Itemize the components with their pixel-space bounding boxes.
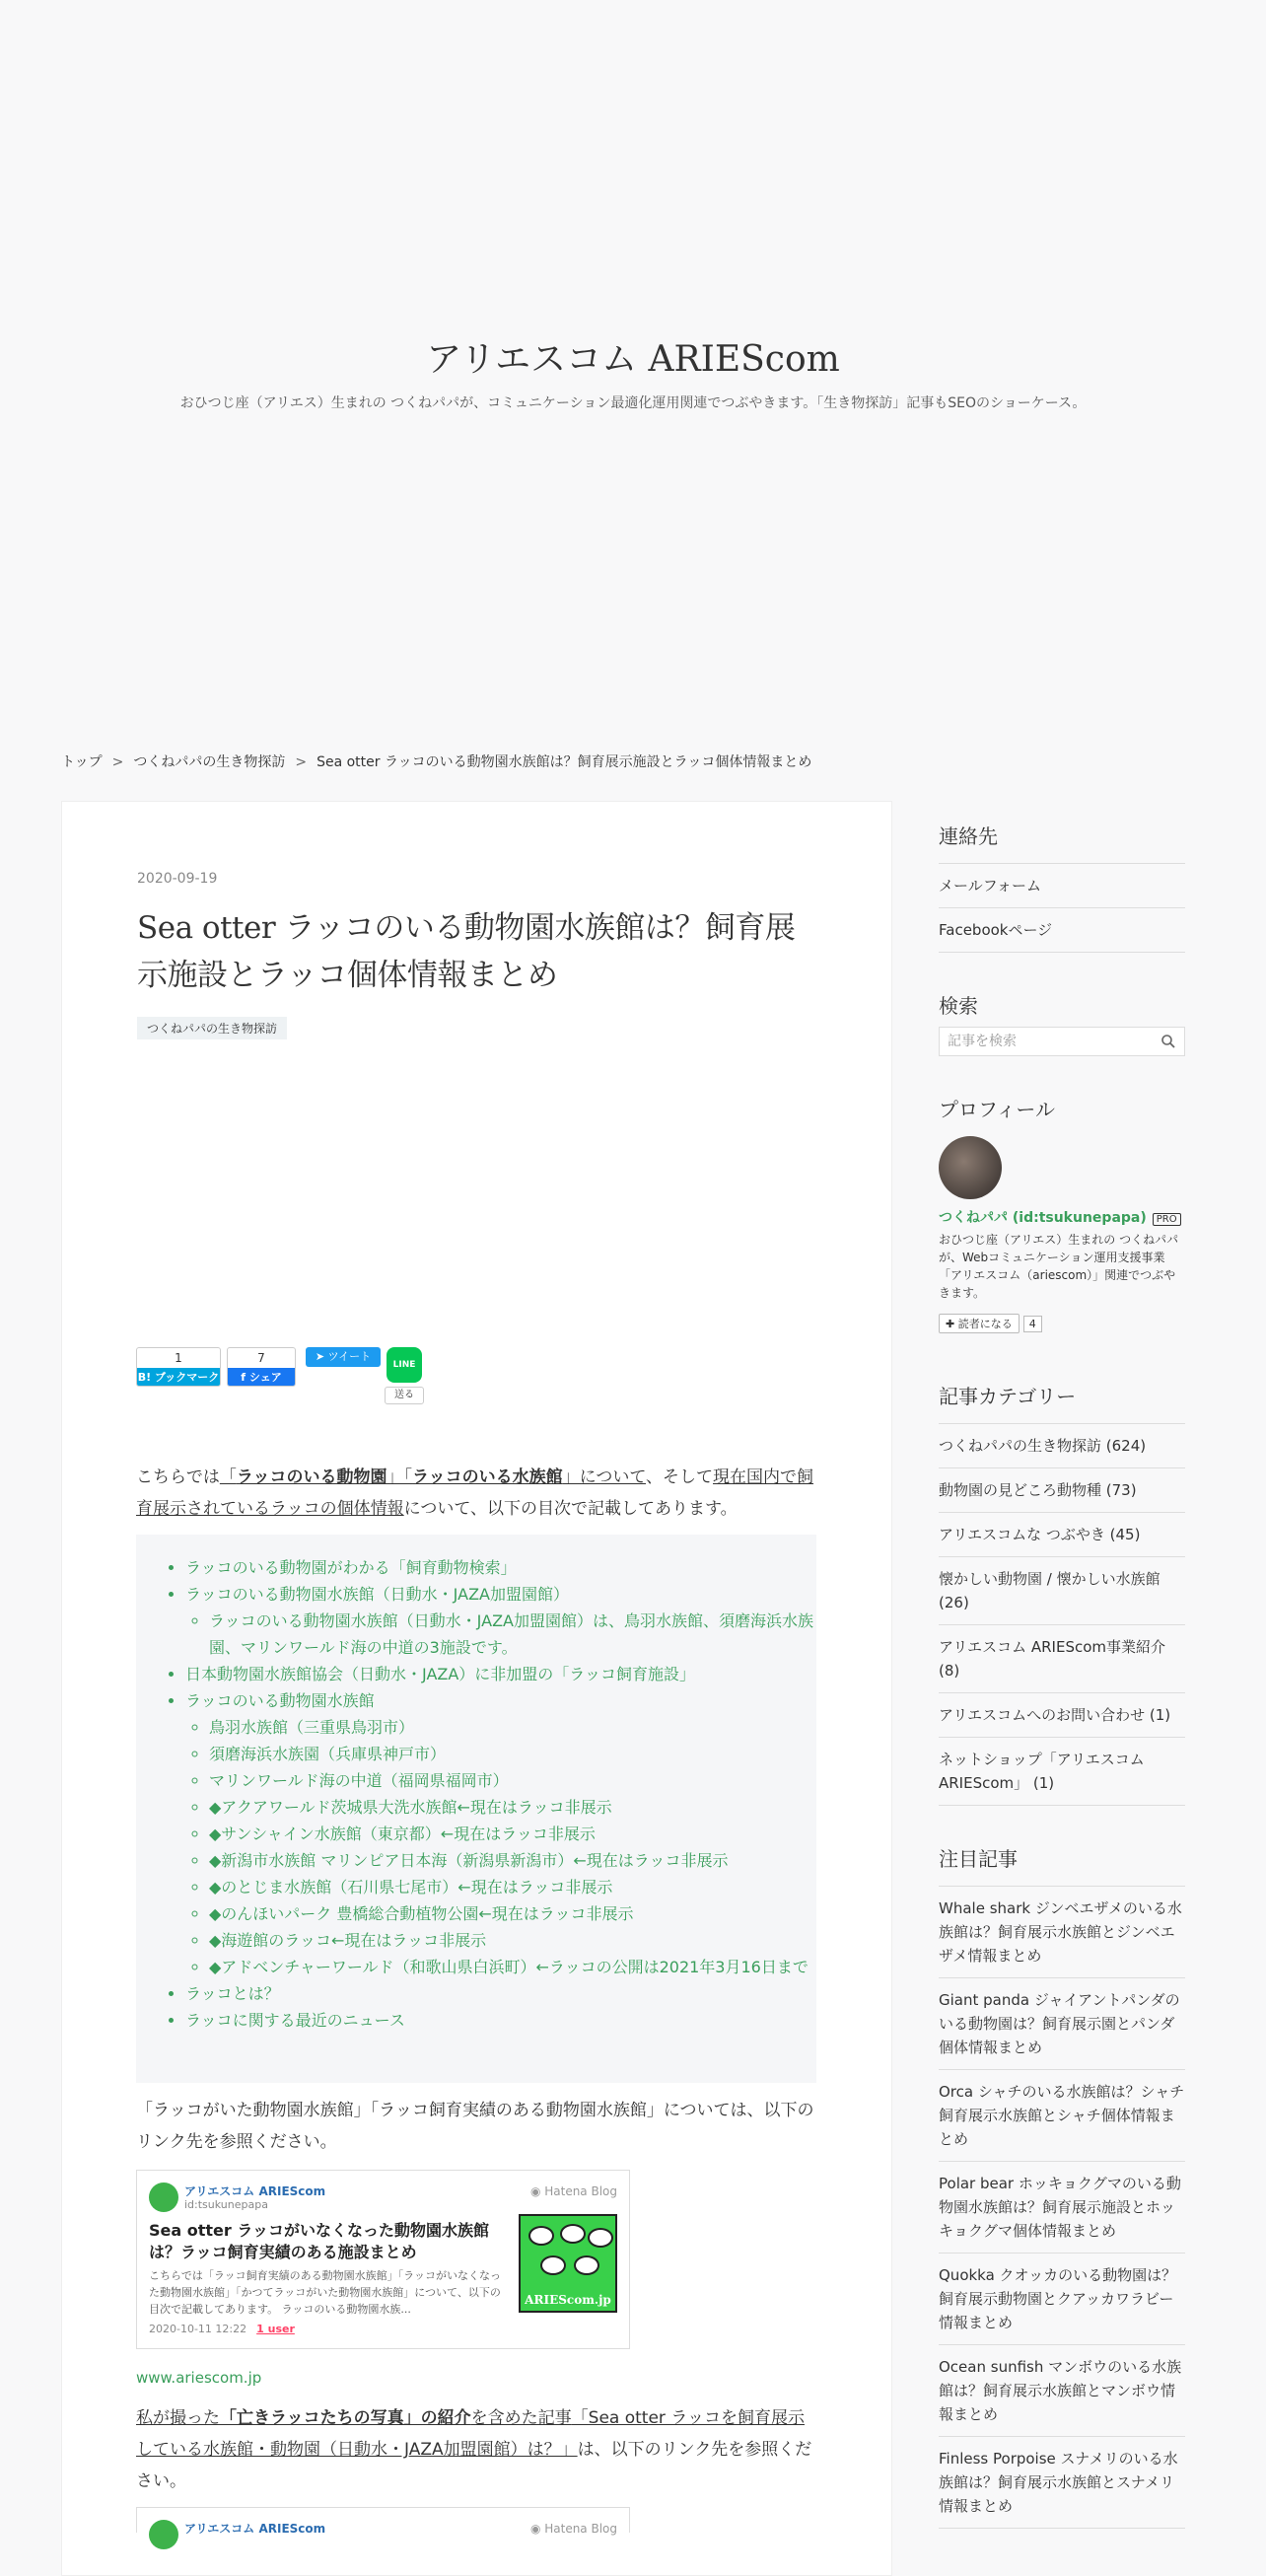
category-link[interactable]: アリエスコムへのお問い合わせ (1)	[939, 1693, 1185, 1738]
module-title: 検索	[939, 994, 978, 1018]
toc-link[interactable]: ラッコのいる動物園水族館（日動水・JAZA加盟園館）は、鳥羽水族館、須磨海浜水族園、マリンワールド海の中道の3施設です。	[209, 1611, 813, 1657]
intro-text: 」について	[562, 1467, 647, 1487]
intro-link[interactable]: 現在国内で飼育展示されているラッコの個体情報	[136, 1467, 814, 1519]
toc-item	[209, 1847, 816, 1874]
blog-avatar-icon	[149, 2520, 178, 2549]
category-link[interactable]: つくねパパの生き物探訪 (624)	[939, 1424, 1185, 1468]
contact-module	[939, 801, 1185, 953]
toc-link[interactable]: ◆のんほいパーク 豊橋総合動植物公園←現在はラッコ非展示	[209, 1904, 634, 1923]
toc-item	[185, 2007, 816, 2034]
blog-card[interactable]	[136, 2170, 630, 2349]
entry-header	[137, 871, 817, 1039]
category-link[interactable]: アリエスコム ARIEScom事業紹介 (8)	[939, 1625, 1185, 1693]
module-title: プロフィール	[939, 1098, 1055, 1121]
intro-paragraph	[136, 1462, 816, 1525]
reader-subscribe	[939, 1314, 1185, 1333]
module-title: 注目記事	[939, 1824, 1185, 1887]
hatena-bookmark-button[interactable]	[136, 1347, 221, 1387]
facebook-share-label: f シェア	[228, 1368, 295, 1387]
table-of-contents	[136, 1535, 816, 2083]
toc-link[interactable]: マリンワールド海の中道（福岡県福岡市）	[209, 1771, 509, 1790]
toc-item	[209, 1741, 816, 1767]
intro-text: こちらでは	[136, 1467, 220, 1487]
featured-article-link[interactable]: Ocean sunfish マンボウのいる水族館は？飼育展示水族館とマンボウ情報まとめ	[939, 2345, 1185, 2437]
para3-link[interactable]: 私が撮った	[136, 2408, 220, 2428]
toc-item	[209, 1874, 816, 1900]
toc-link[interactable]: ラッコのいる動物園水族館（日動水・JAZA加盟園館）	[185, 1585, 569, 1604]
pro-badge: PRO	[1153, 1213, 1181, 1226]
toc-link[interactable]: ◆海遊館のラッコ←現在はラッコ非展示	[209, 1931, 487, 1950]
module-title: 連絡先	[939, 801, 1185, 864]
hatena-blog-icon: ◉	[529, 2184, 545, 2198]
sheep-icon	[560, 2224, 586, 2244]
breadcrumb-category[interactable]: つくねパパの生き物探訪	[133, 754, 286, 770]
toc-link[interactable]: ラッコのいる動物園がわかる「飼育動物検索」	[185, 1558, 517, 1577]
toc-link[interactable]: 日本動物園水族館協会（日動水・JAZA）に非加盟の「ラッコ飼育施設」	[185, 1665, 695, 1683]
toc-item	[185, 1661, 816, 1687]
intro-text: 、そして	[646, 1467, 714, 1487]
hatena-blog-logo	[530, 2184, 617, 2198]
intro-link[interactable]	[220, 1467, 646, 1487]
para3-article-link[interactable]: 「Sea otter ラッコを飼育展示している水族館・動物園（日動水・JAZA加盟園館）は？」	[136, 2408, 805, 2460]
category-link[interactable]: 動物園の見どころ動物種 (73)	[939, 1468, 1185, 1513]
blog-card-name[interactable]: アリエスコム ARIEScom	[184, 2184, 326, 2198]
sheep-icon	[528, 2226, 554, 2246]
featured-article-link[interactable]: Quokka クオッカのいる動物園は？飼育展示動物園とクアッカワラビー情報まとめ	[939, 2254, 1185, 2345]
site-description: おひつじ座（アリエス）生まれの つくねパパが、コミュニケーション最適化運用関連でつぶやきます。「生き物探訪」記事もSEOのショーケース。	[179, 395, 1087, 411]
intro-emphasis: ラッコのいる水族館	[412, 1467, 563, 1487]
sheep-icon	[588, 2228, 613, 2248]
plus-icon: ✚	[946, 1318, 958, 1330]
toc-link[interactable]: ◆新潟市水族館 マリンピア日本海（新潟県新潟市）←現在はラッコ非展示	[209, 1851, 729, 1870]
photo-reference-paragraph	[136, 2402, 816, 2497]
toc-item	[209, 1954, 816, 1980]
facebook-share-button[interactable]	[227, 1347, 296, 1387]
toc-link[interactable]: ◆アクアワールド茨城県大洗水族館←現在はラッコ非展示	[209, 1798, 612, 1817]
blog-card-meta	[149, 2323, 295, 2335]
facebook-share-count: 7	[257, 1351, 265, 1365]
breadcrumb-top[interactable]: トップ	[61, 754, 103, 770]
intro-text: について、以下の目次で記載してあります。	[403, 1499, 738, 1519]
category-link[interactable]: ネットショップ「アリエスコム ARIEScom」 (1)	[939, 1738, 1185, 1806]
contact-mail-form-link[interactable]: メールフォーム	[939, 864, 1185, 908]
line-send-button[interactable]: 送る	[385, 1387, 424, 1404]
toc-item	[185, 1554, 816, 1581]
toc-item	[209, 1608, 816, 1661]
hatena-bookmark-count: 1	[175, 1351, 182, 1365]
para3-link-emphasis[interactable]: 「亡きラッコたちの写真」の紹介	[220, 2408, 471, 2428]
line-icon[interactable]: LINE	[387, 1347, 422, 1383]
toc-link[interactable]: ラッコとは？	[185, 1984, 280, 2003]
blog-card-id: id:tsukunepapa	[184, 2198, 268, 2211]
blog-card-description: こちらでは「ラッコ飼育実績のある動物園水族館」「ラッコがいなくなった動物園水族館」「かつてラッコがいた動物園水族館」について、以下の目次で記載してあります。 ラッコのいる動物園水族...	[149, 2269, 501, 2316]
category-link[interactable]: アリエスコムな つぶやき (45)	[939, 1513, 1185, 1557]
toc-link[interactable]: ラッコに関する最近のニュース	[185, 2011, 405, 2030]
intro-text: 」「	[387, 1467, 413, 1487]
para3-text: は、以下のリンク先を参照ください。	[136, 2440, 812, 2491]
search-input[interactable]	[940, 1028, 1137, 1055]
search-box	[939, 1027, 1185, 1056]
tweet-label: ツイート	[327, 1350, 372, 1363]
blog-card[interactable]	[136, 2507, 630, 2536]
breadcrumb-separator: >	[111, 754, 124, 770]
intro-emphasis: ラッコのいる動物園	[236, 1467, 387, 1487]
profile-name-text: つくねパパ (id:tsukunepapa)	[939, 1210, 1147, 1226]
entry-category-tag[interactable]: つくねパパの生き物探訪	[137, 1017, 287, 1039]
twitter-bird-icon: ➤	[315, 1350, 328, 1363]
toc-link[interactable]: ◆アドベンチャーワールド（和歌山県白浜町）←ラッコの公開は2021年3月16日まで	[209, 1958, 809, 1976]
featured-article-link[interactable]: Polar bear ホッキョクグマのいる動物園水族館は？飼育展示施設とホッキョクグマ個体情報まとめ	[939, 2162, 1185, 2254]
category-link[interactable]: 懐かしい動物園 / 懐かしい水族館 (26)	[939, 1557, 1185, 1625]
hatena-bookmark-label: B! ブックマーク	[137, 1368, 220, 1387]
featured-module	[939, 1824, 1185, 2529]
sheep-icon	[540, 2255, 566, 2275]
search-icon[interactable]	[1160, 1034, 1176, 1049]
thumbnail-label: ARIEScom.jp	[525, 2293, 611, 2307]
contact-facebook-link[interactable]: Facebookページ	[939, 908, 1185, 953]
sheep-icon	[574, 2255, 599, 2275]
profile-description: おひつじ座（アリエス）生まれの つくねパパが、Webコミュニケーション運用支援事業「アリエスコム（ariescom）」関連でつぶやきます。	[939, 1233, 1179, 1300]
featured-article-link[interactable]: Whale shark ジンベエザメのいる水族館は？飼育展示水族館とジンベエザメ情報まとめ	[939, 1887, 1185, 1978]
toc-link[interactable]: ラッコのいる動物園水族館	[185, 1691, 375, 1710]
toc-item	[209, 1821, 816, 1847]
blog-card-users[interactable]: 1 user	[256, 2323, 295, 2335]
toc-item	[209, 1900, 816, 1927]
site-header	[0, 0, 1266, 730]
featured-article-link[interactable]: Finless Porpoise スナメリのいる水族館は？飼育展示水族館とスナメリ情報まとめ	[939, 2437, 1185, 2529]
entry-title[interactable]: Sea otter ラッコのいる動物園水族館は？飼育展示施設とラッコ個体情報まとめ	[137, 910, 796, 994]
search-module	[939, 970, 1185, 1056]
blog-card-thumbnail	[519, 2214, 617, 2313]
reference-paragraph: 「ラッコがいた動物園水族館」「ラッコ飼育実績のある動物園水族館」については、以下のリンク先を参照ください。	[136, 2101, 814, 2152]
toc-link[interactable]: 鳥羽水族館（三重県鳥羽市）	[209, 1718, 415, 1737]
toc-item	[209, 1714, 816, 1741]
blog-card-name[interactable]: アリエスコム ARIEScom	[184, 2522, 326, 2536]
site-title[interactable]: アリエスコム ARIEScom	[426, 339, 840, 380]
module-title: 記事カテゴリー	[939, 1361, 1185, 1424]
toc-item	[209, 1794, 816, 1821]
profile-name[interactable]	[939, 1207, 1185, 1227]
toc-item	[185, 1687, 816, 1980]
toc-item	[209, 1927, 816, 1954]
subscribe-button[interactable]	[939, 1314, 1020, 1333]
breadcrumb	[61, 751, 811, 771]
toc-link[interactable]: ◆サンシャイン水族館（東京都）←現在はラッコ非展示	[209, 1825, 596, 1843]
subscribe-label: 読者になる	[957, 1318, 1013, 1330]
toc-item	[209, 1767, 816, 1794]
hatena-blog-icon: ◉	[529, 2522, 545, 2536]
toc-item	[185, 1581, 816, 1661]
toc-link[interactable]: ◆のとじま水族館（石川県七尾市）←現在はラッコ非展示	[209, 1878, 613, 1896]
breadcrumb-separator: >	[295, 754, 308, 770]
para3-link[interactable]: を含めた記事	[470, 2408, 572, 2428]
blog-card-site-link[interactable]: www.ariescom.jp	[136, 2369, 262, 2387]
hatena-blog-logo	[530, 2522, 617, 2536]
blog-card-date: 2020-10-11 12:22	[149, 2323, 247, 2335]
toc-item	[185, 1980, 816, 2007]
featured-article-link[interactable]: Orca シャチのいる水族館は？シャチ飼育展示水族館とシャチ個体情報まとめ	[939, 2070, 1185, 2162]
blog-card-title[interactable]: Sea otter ラッコがいなくなった動物園水族館は？ラッコ飼育実績のある施設まとめ	[149, 2221, 490, 2261]
entry-date[interactable]: 2020-09-19	[137, 871, 218, 887]
tweet-button[interactable]	[306, 1347, 381, 1367]
profile-avatar[interactable]	[939, 1136, 1002, 1199]
sidebar	[939, 801, 1185, 2529]
blog-avatar-icon	[149, 2182, 178, 2212]
breadcrumb-current: Sea otter ラッコのいる動物園水族館は？飼育展示施設とラッコ個体情報まとめ	[316, 754, 812, 770]
intro-text: 「	[219, 1467, 237, 1487]
featured-article-link[interactable]: Giant panda ジャイアントパンダのいる動物園は？飼育展示園とパンダ個体情報まとめ	[939, 1978, 1185, 2070]
hatena-blog-label: Hatena Blog	[544, 2522, 617, 2536]
hatena-blog-label: Hatena Blog	[544, 2184, 617, 2198]
reader-count: 4	[1023, 1316, 1042, 1332]
categories-module	[939, 1361, 1185, 1806]
toc-link[interactable]: 須磨海浜水族園（兵庫県神戸市）	[209, 1745, 447, 1763]
profile-module	[939, 1074, 1185, 1333]
